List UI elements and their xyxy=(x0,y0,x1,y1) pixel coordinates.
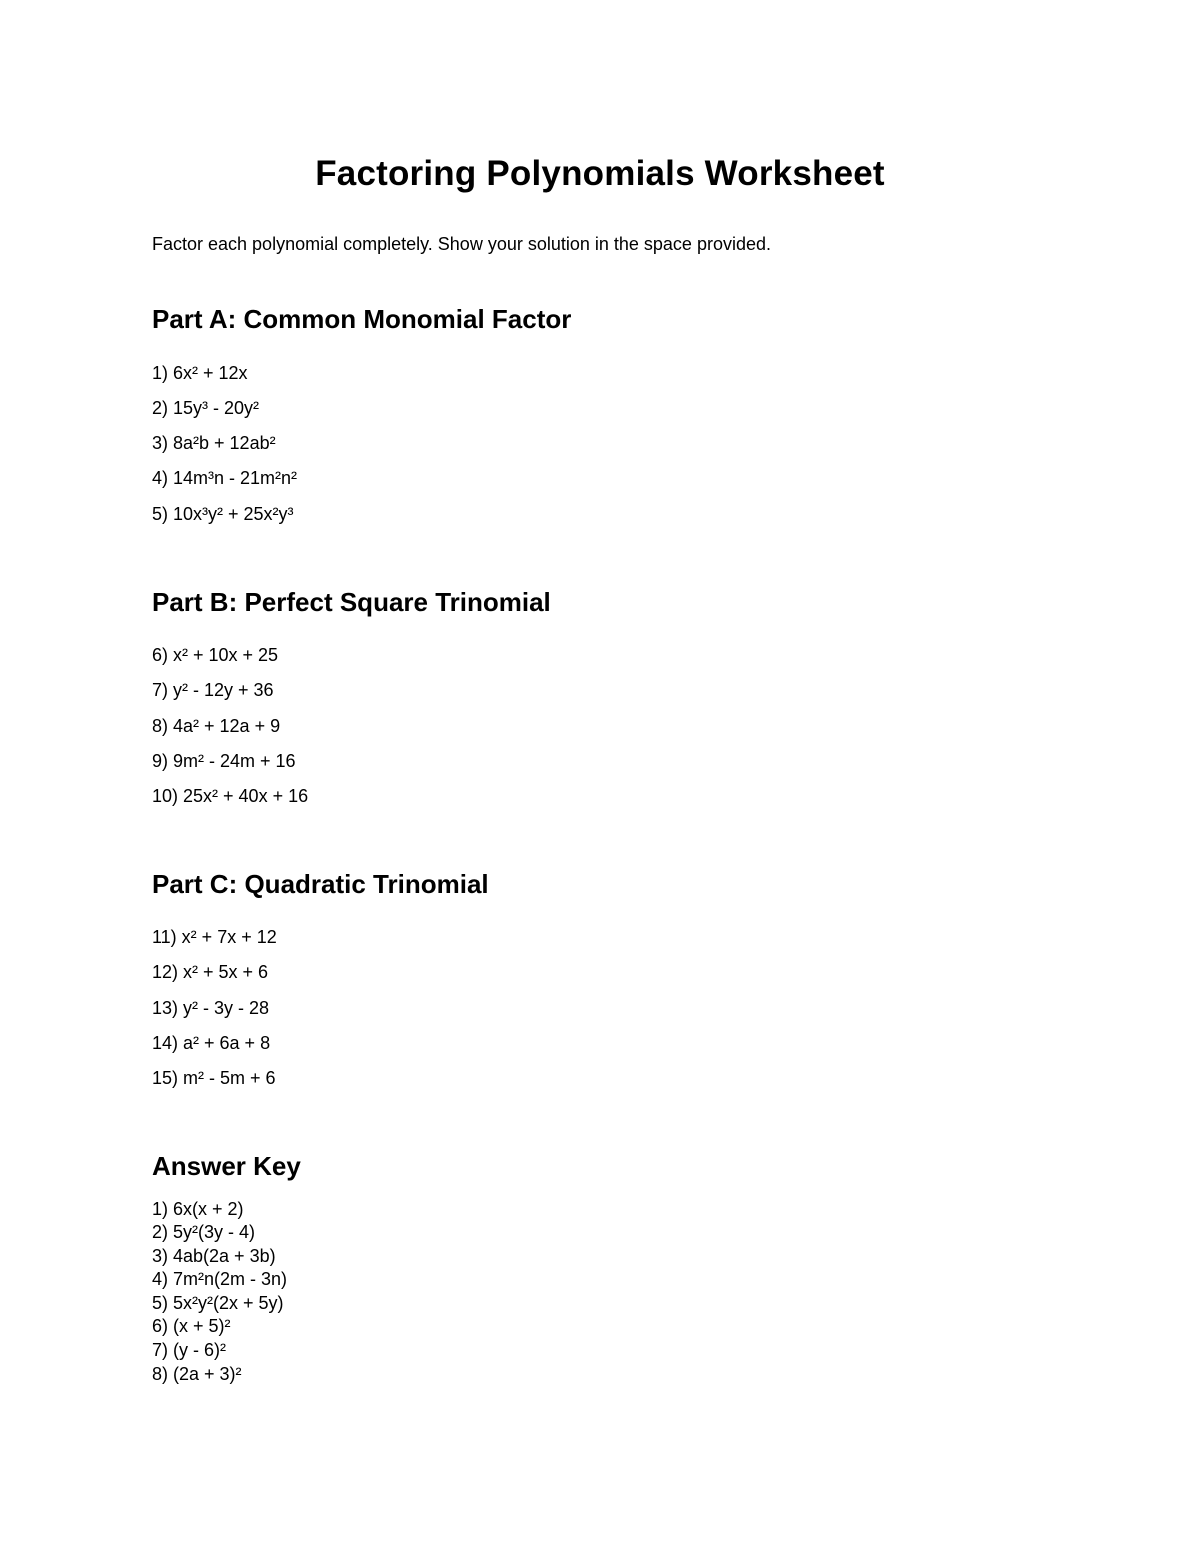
problem-item: 12) x² + 5x + 6 xyxy=(152,962,269,982)
problem-item: 14) a² + 6a + 8 xyxy=(152,1033,271,1053)
answer-item: 7) (y - 6)² xyxy=(152,1340,226,1360)
problem-item: 15) m² - 5m + 6 xyxy=(152,1068,276,1088)
problem-item: 1) 6x² + 12x xyxy=(152,363,248,383)
problem-item: 6) x² + 10x + 25 xyxy=(152,645,279,665)
answer-item: 3) 4ab(2a + 3b) xyxy=(152,1246,276,1266)
answer-key-heading: Answer Key xyxy=(152,1151,301,1181)
problem-item: 4) 14m³n - 21m²n² xyxy=(152,468,298,488)
part-c-heading: Part C: Quadratic Trinomial xyxy=(152,869,489,899)
answer-item: 5) 5x²y²(2x + 5y) xyxy=(152,1293,284,1313)
answer-item: 8) (2a + 3)² xyxy=(152,1364,242,1384)
answer-item: 1) 6x(x + 2) xyxy=(152,1199,244,1219)
problem-item: 9) 9m² - 24m + 16 xyxy=(152,751,296,771)
answer-item: 4) 7m²n(2m - 3n) xyxy=(152,1269,288,1289)
problem-item: 3) 8a²b + 12ab² xyxy=(152,433,276,453)
problem-item: 5) 10x³y² + 25x²y³ xyxy=(152,504,294,524)
problem-item: 11) x² + 7x + 12 xyxy=(152,927,277,947)
problem-item: 13) y² - 3y - 28 xyxy=(152,998,270,1018)
answer-item: 6) (x + 5)² xyxy=(152,1316,231,1336)
answer-item: 2) 5y²(3y - 4) xyxy=(152,1222,256,1242)
problem-item: 2) 15y³ - 20y² xyxy=(152,398,260,418)
page-title: Factoring Polynomials Worksheet xyxy=(315,154,885,193)
part-a-heading: Part A: Common Monomial Factor xyxy=(152,304,572,334)
problem-item: 10) 25x² + 40x + 16 xyxy=(152,786,309,806)
part-b-heading: Part B: Perfect Square Trinomial xyxy=(152,587,551,617)
problem-item: 8) 4a² + 12a + 9 xyxy=(152,716,281,736)
problem-item: 7) y² - 12y + 36 xyxy=(152,680,274,700)
instructions: Factor each polynomial completely. Show your solution in the space provided. xyxy=(152,234,771,254)
